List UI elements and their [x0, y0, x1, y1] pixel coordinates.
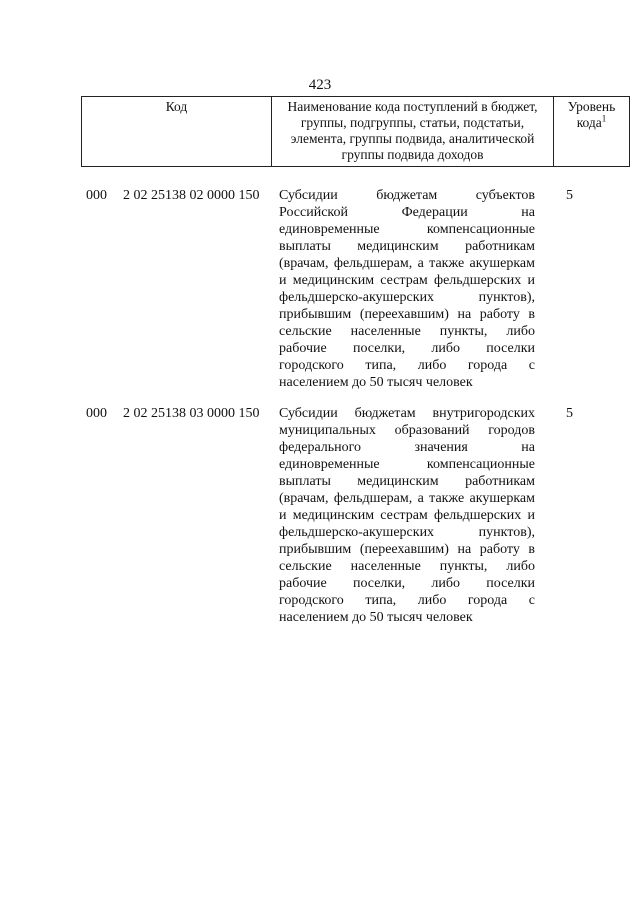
- row-prefix: 000: [86, 188, 107, 203]
- header-level-label: Уровень кода: [567, 99, 616, 130]
- header-name-label: Наименование кода поступлений в бюджет, группы, подгруппы, статьи, подстатьи, элемента, группы подвида, аналитической группы подвида доходов: [287, 99, 538, 162]
- header-level-footnote: 1: [601, 113, 607, 124]
- header-name: [272, 97, 554, 167]
- table-header-row: [82, 97, 630, 167]
- row-code: 2 02 25138 03 0000 150: [123, 406, 260, 421]
- row-level: 5: [566, 406, 573, 421]
- row-description: Субсидии бюджетам внутригородских муниципальных образований городов федерального значения на единовременные компенсационные выплаты медицинским работникам (врачам, фельдшерам, а также акушеркам и медицинским сестрам фельдшерских и фельдшерско-акушерских пунктов), прибывшим (переехавшим) на работу в сельские населенные пункты, либо рабочие поселки, либо поселки городского типа, либо города с населением до 50 тысяч человек: [279, 406, 535, 625]
- header-level: [554, 97, 630, 167]
- header-code-label: Код: [165, 99, 188, 114]
- row-prefix: 000: [86, 406, 107, 421]
- row-code: 2 02 25138 02 0000 150: [123, 188, 260, 203]
- table-header: [81, 96, 630, 167]
- header-code: [82, 97, 272, 167]
- row-level: 5: [566, 188, 573, 203]
- page-number: 423: [308, 77, 332, 93]
- row-description: Субсидии бюджетам субъектов Российской Федерации на единовременные компенсационные выплаты медицинским работникам (врачам, фельдшерам, а также акушеркам и медицинским сестрам фельдшерских и фельдшерско-акушерских пунктов), прибывшим (переехавшим) на работу в сельские населенные пункты, либо рабочие поселки, либо поселки городского типа, либо города с населением до 50 тысяч человек: [279, 188, 535, 390]
